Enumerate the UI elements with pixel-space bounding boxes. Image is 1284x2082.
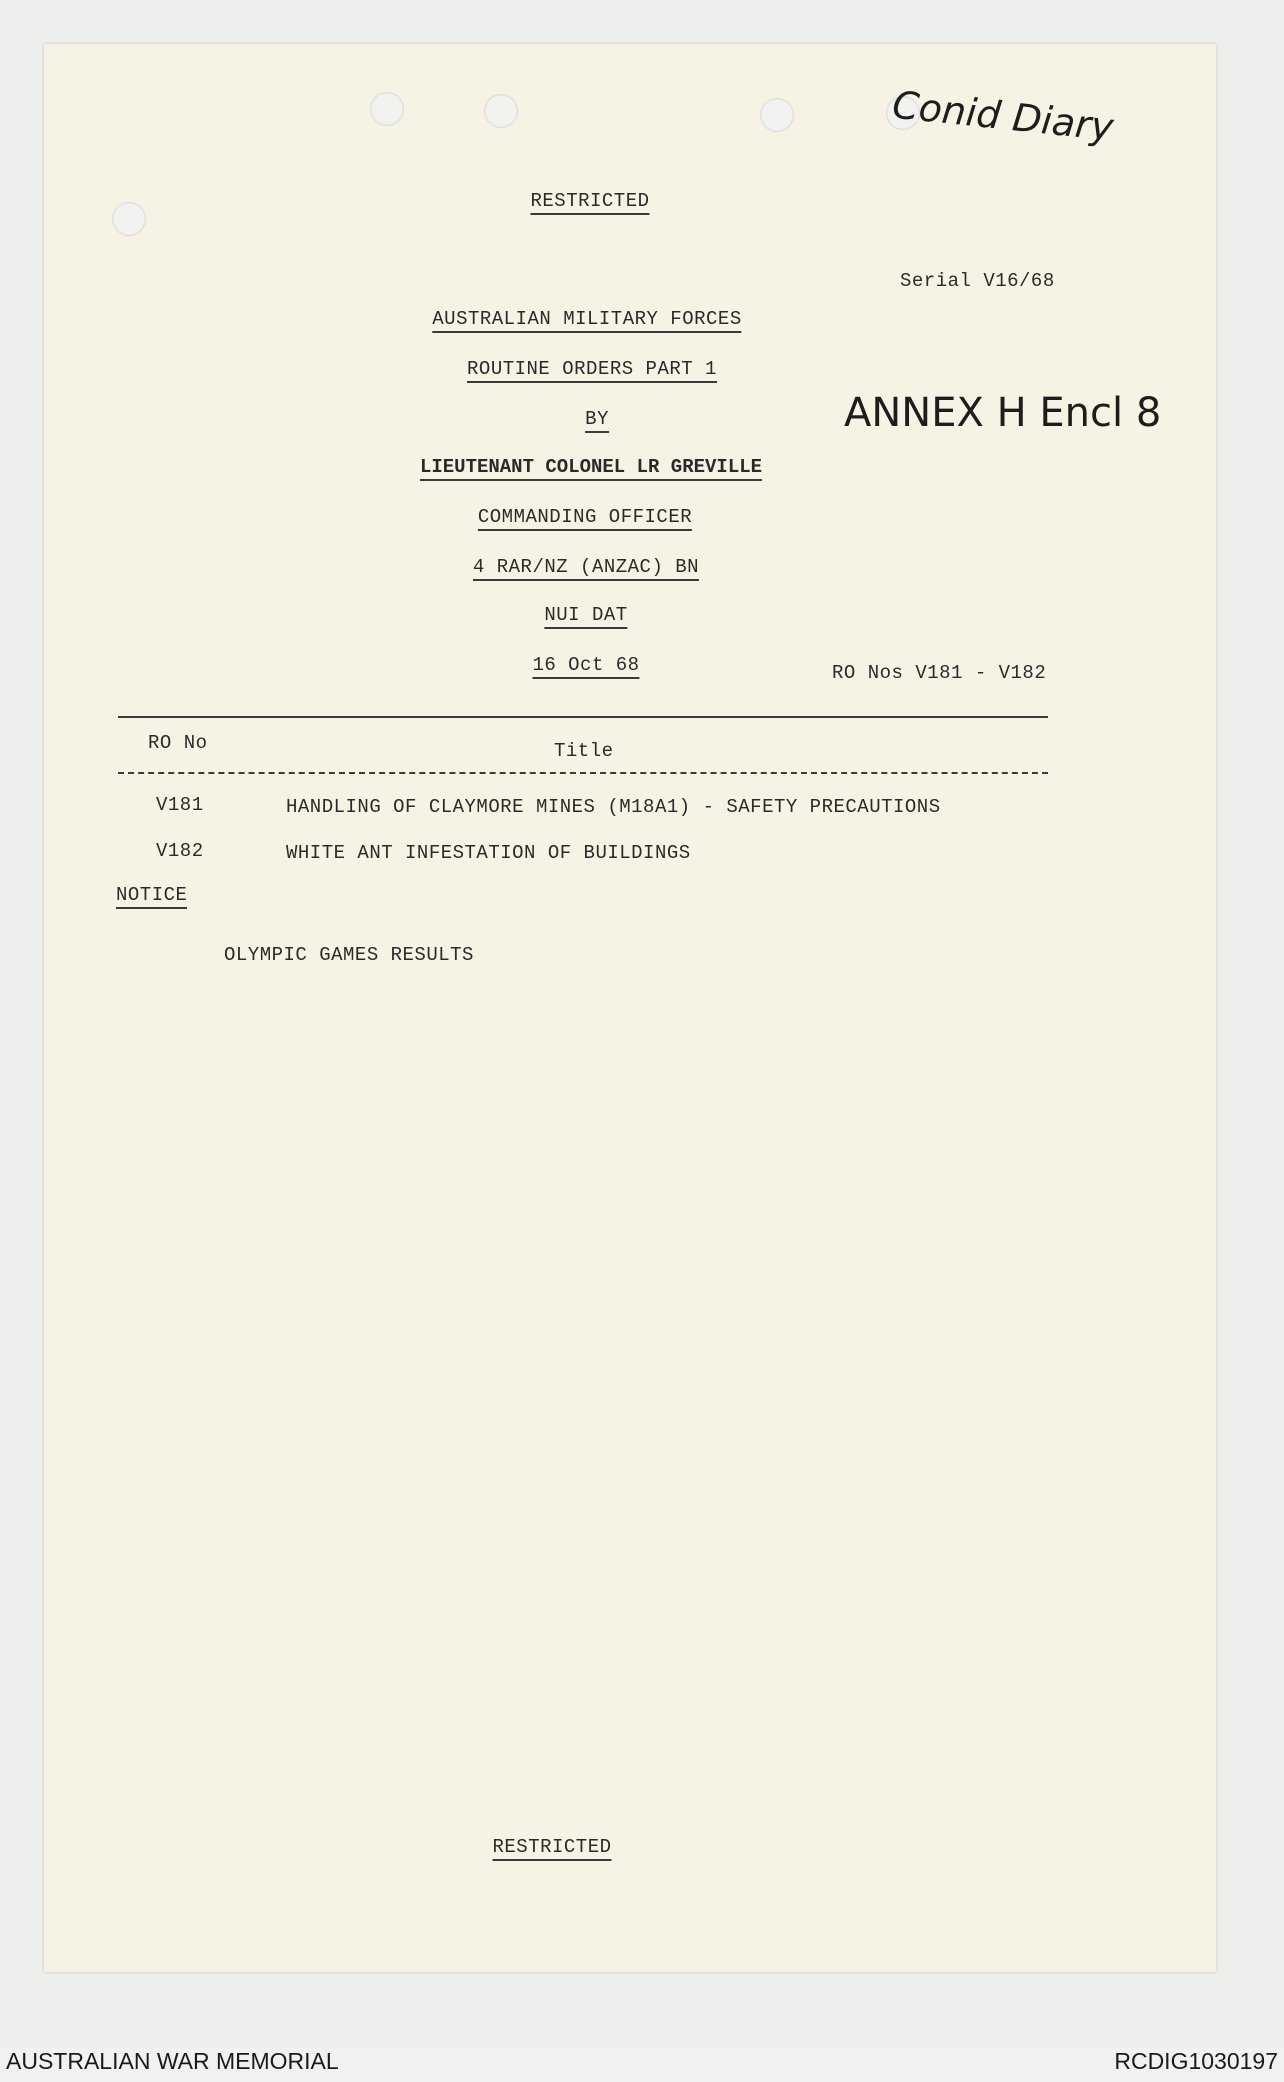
handwritten-annex-note: ANNEX H Encl 8 [844, 390, 1162, 436]
org-line: AUSTRALIAN MILITARY FORCES [432, 308, 741, 333]
classification-top: RESTRICTED [530, 190, 649, 215]
punch-hole [112, 202, 146, 236]
date-line: 16 Oct 68 [532, 654, 639, 679]
row-title: HANDLING OF CLAYMORE MINES (M18A1) - SAFETY PRECAUTIONS [286, 796, 941, 818]
punch-hole [760, 98, 794, 132]
table-top-rule [118, 716, 1048, 718]
ro-range: RO Nos V181 - V182 [832, 662, 1047, 684]
document-page [44, 44, 1216, 1972]
location-line: NUI DAT [544, 604, 627, 629]
row-ro-number: V181 [156, 794, 204, 816]
handwritten-diary-note: Conid Diary [890, 82, 1116, 150]
table-header-rule [118, 772, 1048, 774]
footer-source: AUSTRALIAN WAR MEMORIAL [6, 2048, 339, 2074]
punch-hole [484, 94, 518, 128]
column-title-header: Title [554, 740, 614, 762]
officer-name: LIEUTENANT COLONEL LR GREVILLE [420, 456, 762, 481]
row-ro-number: V182 [156, 840, 204, 862]
officer-title: COMMANDING OFFICER [478, 506, 692, 531]
column-ro-header: RO No [148, 732, 208, 754]
unit-line: 4 RAR/NZ (ANZAC) BN [473, 556, 699, 581]
serial-number: Serial V16/68 [900, 270, 1055, 292]
footer-id: RCDIG1030197 [1114, 2048, 1278, 2074]
orders-line: ROUTINE ORDERS PART 1 [467, 358, 717, 383]
by-line: BY [585, 408, 609, 433]
row-title: WHITE ANT INFESTATION OF BUILDINGS [286, 842, 691, 864]
classification-bottom: RESTRICTED [492, 1836, 611, 1861]
notice-heading: NOTICE [116, 884, 187, 909]
notice-item: OLYMPIC GAMES RESULTS [224, 944, 474, 966]
punch-hole [370, 92, 404, 126]
